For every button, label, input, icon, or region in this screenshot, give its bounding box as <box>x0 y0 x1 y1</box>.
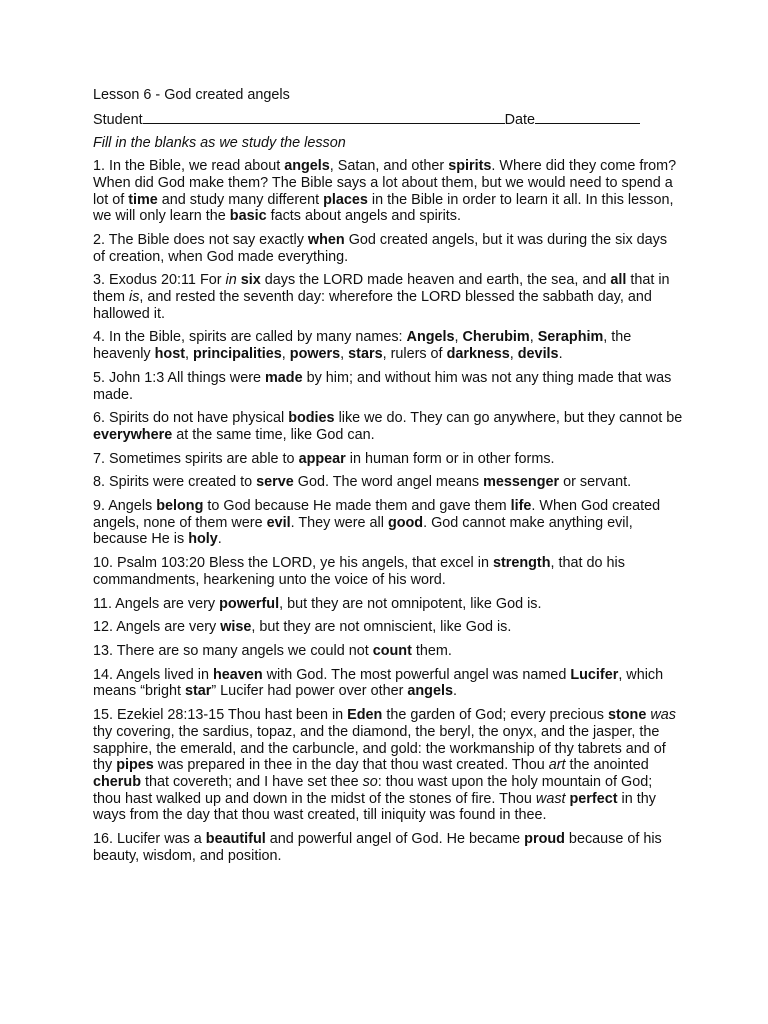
lesson-page <box>93 87 683 871</box>
lesson-paragraph <box>93 474 683 491</box>
answer-word: perfect <box>569 790 618 807</box>
italic-text: art <box>548 757 566 774</box>
answer-word: star <box>184 683 212 700</box>
answer-word: appear <box>298 450 346 467</box>
answer-word: angels <box>407 683 453 700</box>
student-date-line <box>93 111 683 129</box>
paragraph-text: , Satan, and other <box>329 158 449 175</box>
paragraph-text: 16. Lucifer was a <box>93 831 206 848</box>
paragraph-text: . God cannot make anything evil, because He is <box>93 514 633 548</box>
answer-word: bodies <box>288 410 335 427</box>
answer-word: angels <box>284 158 330 175</box>
paragraph-text: ” Lucifer had power over other <box>211 683 408 700</box>
lesson-paragraph <box>93 831 683 864</box>
answer-word: all <box>610 272 627 289</box>
paragraph-text: days the LORD made heaven and earth, the sea, and <box>260 272 611 289</box>
paragraph-text: and powerful angel of God. He became <box>265 831 525 848</box>
paragraph-text: , <box>281 346 290 363</box>
paragraph-text: . Where did they come from? When did God make them? The Bible says a lot about them, but we would need to spend a lot of <box>93 158 677 208</box>
answer-word: holy <box>188 531 218 548</box>
paragraph-text: by him; and without him was not any thing made that was made. <box>93 369 672 403</box>
answer-word: belong <box>156 498 204 515</box>
lesson-paragraph <box>93 158 683 225</box>
answer-word: darkness <box>446 346 510 363</box>
paragraph-text: in the Bible in order to learn it all. In this lesson, we will only learn the <box>93 191 674 225</box>
paragraph-text: 9. Angels <box>93 498 157 515</box>
answer-word: strength <box>492 555 551 572</box>
paragraph-text: 1. In the Bible, we read about <box>93 158 285 175</box>
answer-word: spirits <box>448 158 492 175</box>
paragraph-text: , but they are not omnipotent, like God is. <box>279 595 542 612</box>
paragraph-text: , rulers of <box>382 346 447 363</box>
lesson-paragraph <box>93 707 683 824</box>
paragraph-text: , that do his commandments, hearkening unto the voice of his word. <box>93 555 625 588</box>
paragraph-text: : thou wast upon the holy mountain of God; thou hast walked up and down in the midst of the stones of fire. Thou <box>93 773 653 807</box>
paragraph-text: them. <box>411 642 452 659</box>
paragraph-text: 15. Ezekiel 28:13-15 Thou hast been in <box>93 707 348 724</box>
answer-word: life <box>510 498 532 515</box>
answer-word: places <box>323 191 368 208</box>
paragraph-text: the garden of God; every precious <box>382 707 608 724</box>
lesson-paragraph <box>93 272 683 322</box>
answer-word: basic <box>229 208 267 225</box>
lesson-paragraph <box>93 643 683 660</box>
instructions: Fill in the blanks as we study the lesson <box>93 135 346 152</box>
answer-word: serve <box>256 474 294 491</box>
answer-word: six <box>240 272 261 289</box>
paragraph-text: thy covering, the sardius, topaz, and the diamond, the beryl, the onyx, and the jasper, the sapphire, the emerald, and the carbuncle, and gold: the workmanship of thy tabrets and of thy <box>93 723 666 774</box>
answer-word: count <box>372 642 412 659</box>
answer-word: heaven <box>213 666 263 683</box>
paragraph-text: 11. Angels are very <box>93 595 220 612</box>
answer-word: evil <box>266 514 291 531</box>
paragraph-text: , <box>509 346 518 363</box>
lesson-paragraph <box>93 329 683 362</box>
paragraph-text: 10. Psalm 103:20 Bless the LORD, ye his angels, that excel in <box>93 555 493 572</box>
paragraph-text: . When God created angels, none of them were <box>93 498 661 531</box>
lesson-paragraph <box>93 370 683 403</box>
answer-word: devils <box>517 346 559 363</box>
paragraph-text: 12. Angels are very <box>93 619 221 636</box>
answer-word: Eden <box>347 707 383 724</box>
paragraph-text: , and rested the seventh day: wherefore the LORD blessed the sabbath day, and hallowed it. <box>93 289 652 322</box>
paragraph-text: 6. Spirits do not have physical <box>93 410 289 427</box>
answer-word: Angels <box>406 329 455 346</box>
answer-word: wise <box>220 619 252 636</box>
paragraph-text: . <box>558 346 563 363</box>
paragraph-text: 13. There are so many angels we could not <box>93 642 373 659</box>
paragraph-text: because of his beauty, wisdom, and position. <box>93 831 662 864</box>
paragraph-text: , but they are not omniscient, like God is. <box>251 619 512 636</box>
student-label: Student <box>93 111 143 128</box>
paragraph-text: , <box>185 346 193 363</box>
answer-word: stone <box>607 707 647 724</box>
paragraph-text: 14. Angels lived in <box>93 666 214 683</box>
answer-word: proud <box>524 831 565 848</box>
italic-text: was <box>650 707 676 724</box>
answer-word: good <box>387 514 424 531</box>
lesson-paragraph <box>93 410 683 443</box>
date-label: Date <box>504 111 536 128</box>
paragraph-text: 3. Exodus 20:11 For <box>93 272 226 289</box>
paragraph-text: that covereth; and I have set thee <box>140 773 363 790</box>
lesson-title: Lesson 6 - God created angels <box>93 87 290 103</box>
paragraph-text: or servant. <box>559 474 632 491</box>
lesson-paragraphs <box>93 158 683 864</box>
paragraph-text: , <box>529 329 538 346</box>
italic-text: is <box>129 289 140 306</box>
answer-word: cherub <box>93 773 141 790</box>
lesson-paragraph <box>93 667 683 700</box>
paragraph-text: like we do. They can go anywhere, but they cannot be <box>334 410 683 427</box>
answer-word: powers <box>289 346 341 363</box>
paragraph-text: was prepared in thee in the day that thou wast created. Thou <box>153 757 549 774</box>
paragraph-text: , the heavenly <box>93 329 632 363</box>
paragraph-text: . They were all <box>290 514 388 531</box>
italic-text: wast <box>535 790 566 807</box>
paragraph-text: the anointed <box>565 757 649 774</box>
paragraph-text: , <box>340 346 349 363</box>
answer-word: pipes <box>116 757 154 774</box>
paragraph-text: to God because He made them and gave them <box>203 498 511 515</box>
paragraph-text: , <box>454 329 463 346</box>
lesson-paragraph <box>93 596 683 613</box>
student-name-blank[interactable] <box>143 111 505 124</box>
paragraph-text: with God. The most powerful angel was named <box>262 666 571 683</box>
answer-word: time <box>128 191 158 208</box>
paragraph-text: God. The word angel means <box>293 474 484 491</box>
paragraph-text: 4. In the Bible, spirits are called by many names: <box>93 329 407 346</box>
paragraph-text: that in them <box>93 272 670 306</box>
answer-word: principalities <box>193 346 282 363</box>
paragraph-text: at the same time, like God can. <box>172 426 375 443</box>
paragraph-text: 2. The Bible does not say exactly <box>93 231 308 248</box>
lesson-paragraph <box>93 451 683 468</box>
paragraph-text: , which means “bright <box>93 666 664 700</box>
answer-word: host <box>154 346 185 363</box>
answer-word: stars <box>348 346 383 363</box>
paragraph-text: 8. Spirits were created to <box>93 474 257 491</box>
lesson-paragraph <box>93 498 683 548</box>
paragraph-text: facts about angels and spirits. <box>266 208 461 225</box>
date-blank[interactable] <box>535 111 640 124</box>
paragraph-text: . <box>217 531 222 548</box>
answer-word: messenger <box>483 474 560 491</box>
answer-word: when <box>307 231 345 248</box>
paragraph-text: 5. John 1:3 All things were <box>93 369 265 386</box>
answer-word: Seraphim <box>537 329 604 346</box>
italic-text: so <box>362 773 378 790</box>
paragraph-text: in thy ways from the day that thou wast created, till iniquity was found in thee. <box>93 790 656 824</box>
lesson-paragraph <box>93 232 683 265</box>
lesson-paragraph <box>93 619 683 636</box>
answer-word: Cherubim <box>462 329 530 346</box>
paragraph-text: and study many different <box>157 191 324 208</box>
answer-word: Lucifer <box>570 666 619 683</box>
paragraph-text: in human form or in other forms. <box>345 450 555 467</box>
lesson-paragraph <box>93 555 683 588</box>
answer-word: made <box>265 369 303 386</box>
paragraph-text: God created angels, but it was during the six days of creation, when God made everything. <box>93 231 668 265</box>
answer-word: powerful <box>219 595 280 612</box>
paragraph-text: 7. Sometimes spirits are able to <box>93 450 299 467</box>
paragraph-text: . <box>452 683 457 700</box>
answer-word: everywhere <box>93 426 173 443</box>
italic-text: in <box>225 272 237 289</box>
answer-word: beautiful <box>205 831 266 848</box>
